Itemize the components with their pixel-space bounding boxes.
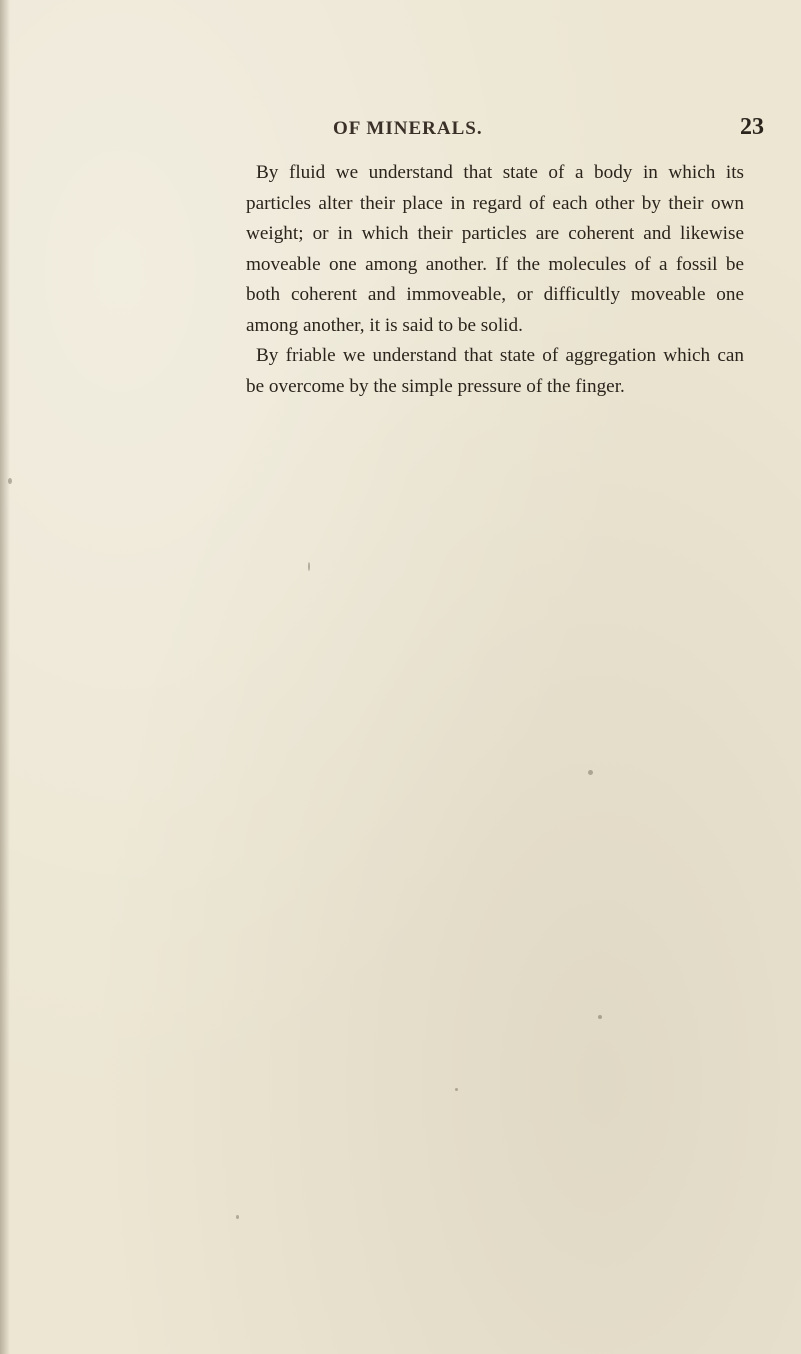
paper-speck [308, 562, 310, 571]
paragraph-friable: By friable we understand that state of aggregation which can be overcome by the simple pressure of the finger. [246, 345, 744, 397]
paper-speck [598, 1015, 602, 1019]
paragraph-fluid-solid: By fluid we understand that state of a body in which its particles alter their place in regard of each other by their own weight; or in which their particles are coherent and likewise moveable one among another. If the molecules of a fossil be both coherent and immoveable, or difficultly moveable one among another, it is said to be solid. [246, 162, 744, 336]
page-number: 23 [740, 114, 764, 140]
body-text [246, 158, 744, 402]
spine-shadow [0, 0, 10, 1354]
paper-speck [455, 1088, 458, 1091]
running-head [0, 114, 801, 148]
paper-speck [236, 1215, 239, 1219]
paper-speck [588, 770, 593, 775]
running-title: OF MINERALS. [333, 118, 483, 139]
paper-speck [8, 478, 12, 484]
